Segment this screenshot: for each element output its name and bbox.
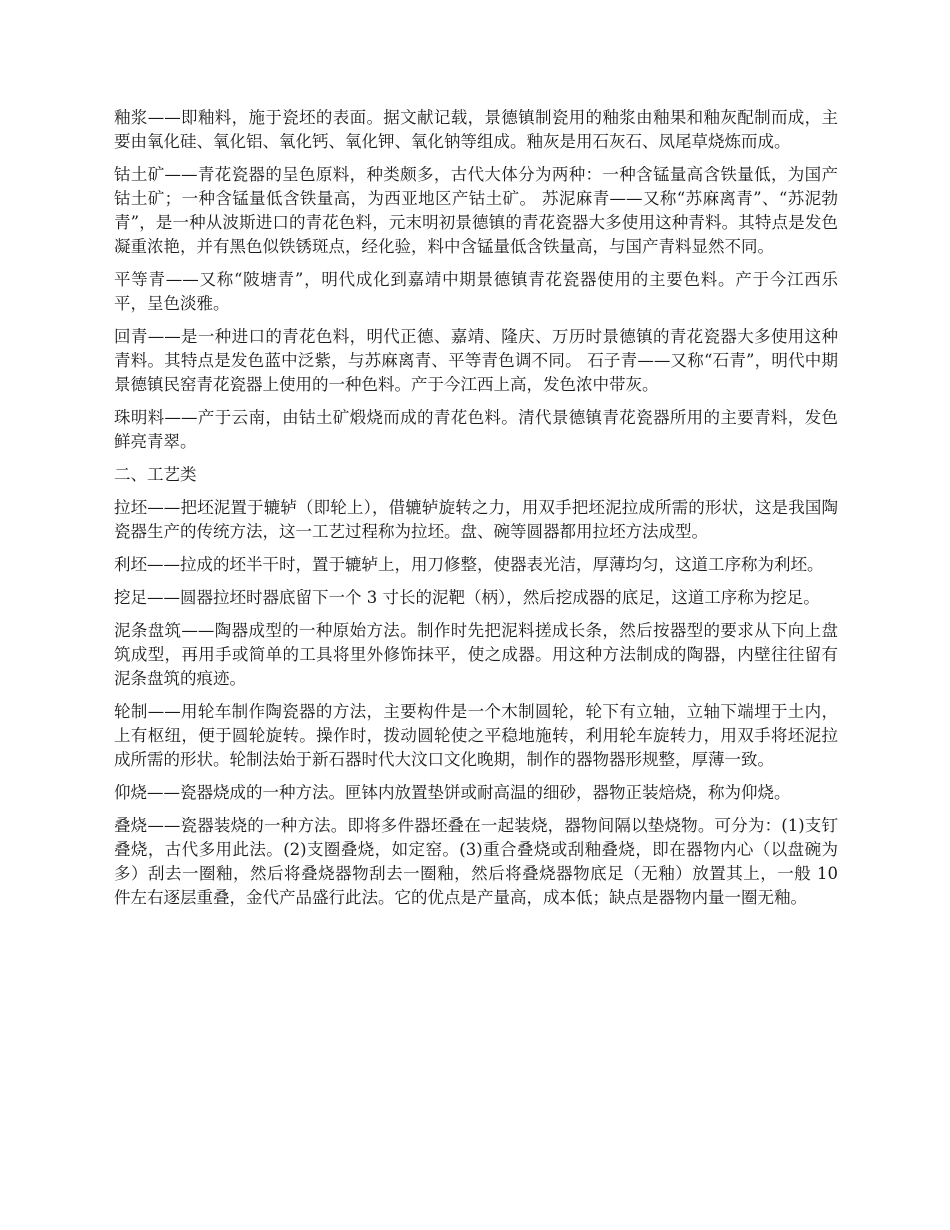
paragraph-cobalt-ore: 钴土矿——青花瓷器的呈色原料，种类颇多，古代大体分为两种：一种含锰量高含铁量低，为国产钴土矿；一种含锰量低含铁量高，为西亚地区产钴土矿。 苏泥麻青——又称“苏麻离青”、“苏泥勃青”，是一种从波斯进口的青花色料，元末明初景德镇的青花瓷器大多使用这种青料。其特点是发色凝重浓艳，并有黑色似铁锈斑点，经化验，料中含锰量低含铁量高，与国产青料显然不同。 [114, 165, 838, 256]
section-heading-craft: 二、工艺类 [114, 465, 197, 484]
paragraph-upright-firing: 仰烧——瓷器烧成的一种方法。匣钵内放置垫饼或耐高温的细砂，器物正装焙烧，称为仰烧。 [114, 783, 791, 802]
paragraph-pingdeng-blue: 平等青——又称“陂塘青”，明代成化到嘉靖中期景德镇青花瓷器使用的主要色料。产于今江西乐平，呈色淡雅。 [114, 270, 838, 313]
document-page [114, 106, 838, 919]
paragraph-zhuming-pigment: 珠明料——产于云南，由钴土矿煅烧而成的青花色料。清代景德镇青花瓷器所用的主要青料，发色鲜亮青翠。 [114, 408, 838, 451]
paragraph-throwing: 拉坯——把坯泥置于辘轳（即轮上），借辘轳旋转之力，用双手把坯泥拉成所需的形状，这是我国陶瓷器生产的传统方法，这一工艺过程称为拉坯。盘、碗等圆器都用拉坯方法成型。 [114, 498, 838, 541]
paragraph-stack-firing: 叠烧——瓷器装烧的一种方法。即将多件器坯叠在一起装烧，器物间隔以垫烧物。可分为：(1)支钉叠烧，古代多用此法。(2)支圈叠烧，如定窑。(3)重合叠烧或刮釉叠烧，即在器物内心（以盘碗为多）刮去一圈釉，然后将叠烧器物刮去一圈釉，然后将叠烧器物底足（无釉）放置其上，一般 10 件左右逐层重叠，金代产品盛行此法。它的优点是产量高，成本低；缺点是器物内量一圈无釉。 [114, 816, 838, 907]
paragraph-glaze-slurry: 釉浆——即釉料，施于瓷坯的表面。据文献记载，景德镇制瓷用的釉浆由釉果和釉灰配制而成，主要由氧化硅、氧化铝、氧化钙、氧化钾、氧化钠等组成。釉灰是用石灰石、凤尾草烧炼而成。 [114, 108, 838, 151]
paragraph-trimming: 利坯——拉成的坯半干时，置于辘轳上，用刀修整，使器表光洁，厚薄均匀，这道工序称为利坯。 [114, 555, 824, 574]
paragraph-foot-carving: 挖足——圆器拉坯时器底留下一个 3 寸长的泥靶（柄），然后挖成器的底足，这道工序称为挖足。 [114, 588, 820, 607]
paragraph-hui-blue: 回青——是一种进口的青花色料，明代正德、嘉靖、隆庆、万历时景德镇的青花瓷器大多使用这种青料。其特点是发色蓝中泛紫，与苏麻离青、平等青色调不同。 石子青——又称“石青”，明代中期景德镇民窑青花瓷器上使用的一种色料。产于今江西上高，发色浓中带灰。 [114, 327, 838, 394]
paragraph-coiling: 泥条盘筑——陶器成型的一种原始方法。制作时先把泥料搓成长条，然后按器型的要求从下向上盘筑成型，再用手或简单的工具将里外修饰抹平，使之成器。用这种方法制成的陶器，内壁往往留有泥条盘筑的痕迹。 [114, 621, 838, 688]
paragraph-wheel-making: 轮制——用轮车制作陶瓷器的方法，主要构件是一个木制圆轮，轮下有立轴，立轴下端埋于土内，上有枢纽，便于圆轮旋转。操作时，拨动圆轮使之平稳地施转，利用轮车旋转力，用双手将坯泥拉成所需的形状。轮制法始于新石器时代大汶口文化晚期，制作的器物器形规整，厚薄一致。 [114, 702, 838, 769]
